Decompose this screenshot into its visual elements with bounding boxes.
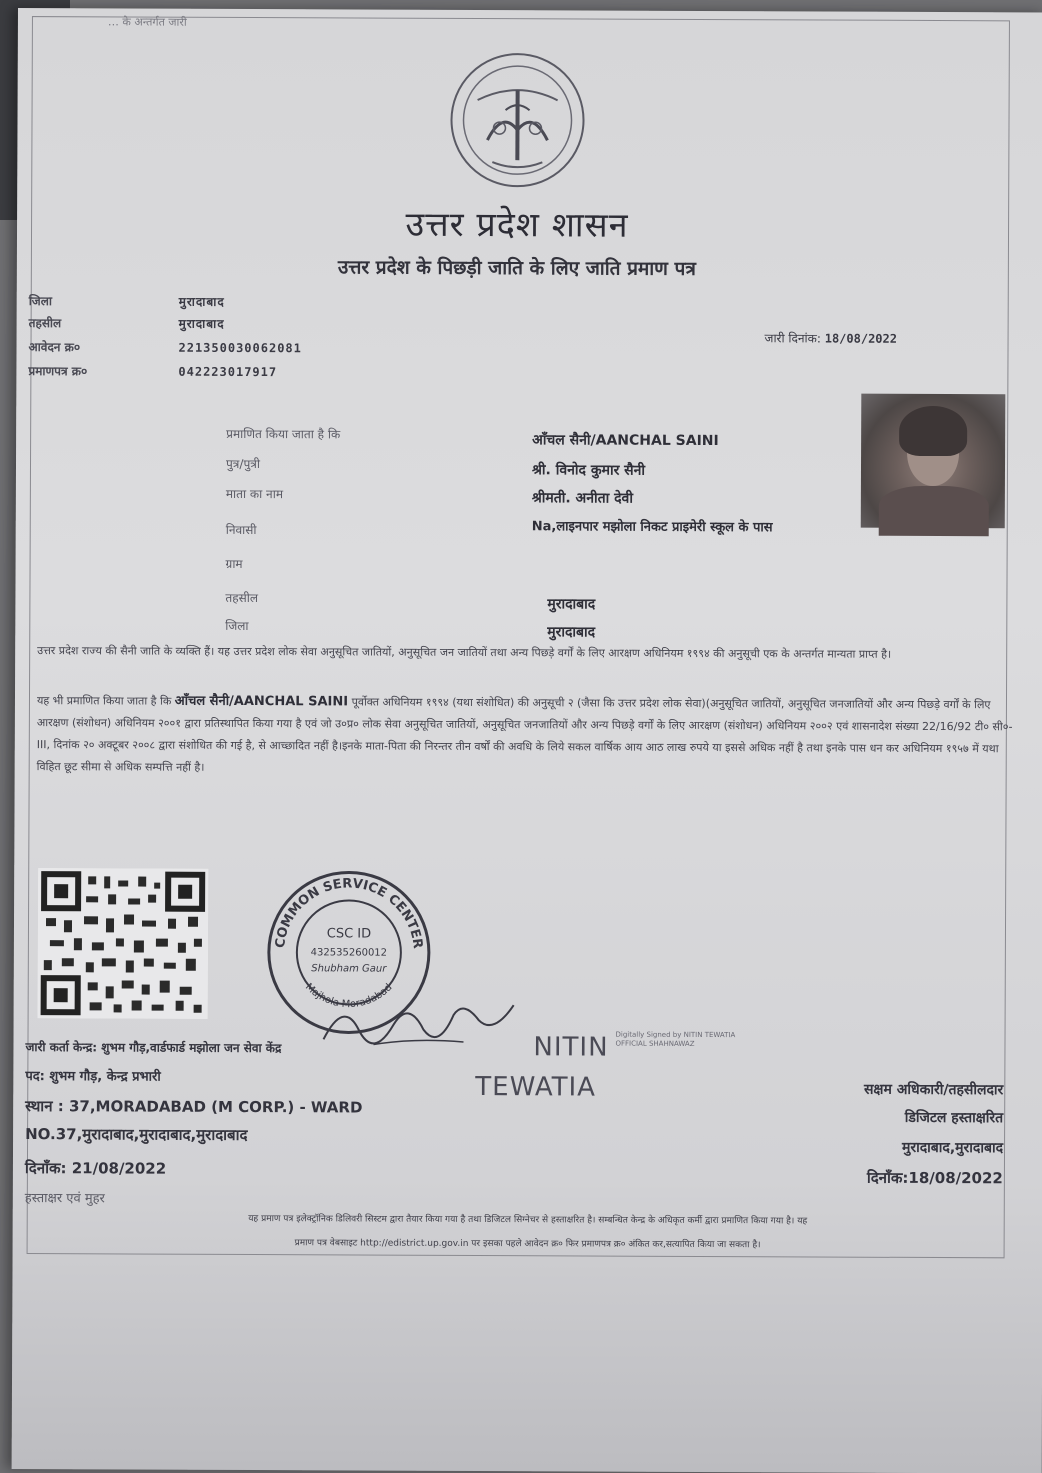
paragraph-caste: उत्तर प्रदेश राज्य की सैनी जाति के व्यक्ति हैं। यह उत्तर प्रदेश लोक सेवा अनुसूचित जातियों, अनुसूचित जन जातियों तथा अन्य पिछड़े वर्गों के लिए आरक्षण अधिनियम १९९४ की अनुसूची एक के अन्तर्गत मान्यता प्राप्त है। bbox=[37, 644, 892, 661]
label-district: जिला bbox=[225, 618, 249, 634]
document-subtitle: उत्तर प्रदेश के पिछड़ी जाति के लिए जाति प्रमाण पत्र bbox=[337, 256, 696, 280]
label-resident: निवासी bbox=[225, 522, 257, 538]
issuer-sthan-1: स्थान : 37,MORADABAD (M CORP.) - WARD bbox=[25, 1097, 363, 1117]
authority-title: सक्षम अधिकारी/तहसीलदार bbox=[863, 1081, 1004, 1099]
issuer-kendra: जारी कर्ता केन्द्र: शुभम गौड़,वार्डफार्ड मझोला जन सेवा केंद्र bbox=[25, 1040, 282, 1056]
top-note: … के अन्तर्गत जारी bbox=[107, 15, 187, 29]
digital-sign-name-2: TEWATIA bbox=[475, 1072, 597, 1103]
stamp-line1: CSC ID bbox=[326, 926, 372, 942]
label-village: ग्राम bbox=[225, 556, 243, 571]
up-emblem-icon bbox=[447, 50, 588, 191]
issue-date: जारी दिनांक: 18/08/2022 bbox=[764, 331, 898, 346]
meta-row-district: जिला मुरादाबाद bbox=[28, 294, 225, 309]
stamp-bottom-text: Majhola Moradabad bbox=[302, 981, 395, 1011]
value-father: श्री. विनोद कुमार सैनी bbox=[531, 462, 646, 479]
stamp-line2: 432535260012 bbox=[310, 947, 388, 959]
applicant-photo bbox=[861, 394, 1006, 529]
issuer-sthan-2: NO.37,मुरादाबाद,मुरादाबाद,मुरादाबाद bbox=[25, 1125, 248, 1145]
stamp-ring-text: COMMON SERVICE CENTER bbox=[272, 876, 425, 950]
digital-sign-name-1: NITIN bbox=[533, 1032, 609, 1063]
label-tehsil: तहसील bbox=[225, 590, 259, 606]
value-tehsil: मुरादाबाद bbox=[547, 596, 596, 613]
value-name: आँचल सैनी/AANCHAL SAINI bbox=[532, 432, 719, 450]
issuer-pad: पद: शुभम गौड़, केन्द्र प्रभारी bbox=[25, 1069, 161, 1085]
value-mother: श्रीमती. अनीता देवी bbox=[531, 490, 634, 507]
authority-place: मुरादाबाद,मुरादाबाद bbox=[901, 1139, 1004, 1157]
meta-row-application-no: आवेदन क्र० 221350030062081 bbox=[28, 340, 302, 356]
authority-digital: डिजिटल हस्ताक्षरित bbox=[904, 1109, 1004, 1127]
label-child-of: पुत्र/पुत्री bbox=[225, 456, 261, 472]
digital-sign-note: Digitally Signed by NITIN TEWATIA OFFICIAL SHAHNAWAZ bbox=[615, 1030, 736, 1048]
value-address: Na,लाइनपार मझोला निकट प्राइमेरी स्कूल के पास bbox=[531, 519, 773, 536]
footer-line-1: यह प्रमाण पत्र इलेक्ट्रॉनिक डिलिवरी सिस्टम द्वारा तैयार किया गया है तथा डिजिटल सिग्नेचर से हस्ताक्षरित है। सम्बन्धित केन्द्र के अधिकृत कर्मी द्वारा प्रमाणित किया गया है। यह bbox=[248, 1214, 808, 1227]
meta-row-certificate-no: प्रमाणपत्र क्र० 042223017917 bbox=[28, 364, 278, 380]
label-mother: माता का नाम bbox=[225, 486, 284, 502]
value-district: मुरादाबाद bbox=[547, 624, 596, 641]
qr-code-icon bbox=[38, 868, 209, 1019]
paragraph-certification: यह भी प्रमाणित किया जाता है कि आँचल सैनी/AANCHAL SAINI पूर्वोक्त अधिनियम १९९४ (यथा संशोधित) की अनुसूची २ (जैसा कि उत्तर प्रदेश लोक सेवा)(अनुसूचित जातियों, अनुसूचित जनजातियों और अन्य पिछड़े वर्गों के लिए आरक्षण (संशोधन) अधिनियम २००१ द्वारा प्रतिस्थापित किया गया है एवं जो उ०प्र० लोक सेवा अनुसूचित जातियों, अनुसूचित जनजातियों और अन्य पिछड़े वर्गों के लिए आरक्षण (संशोधन) अधिनियम २००२ एवं शासनादेश संख्या 22/16/92 टी० सी०-III, दिनांक २० अक्टूबर २००८ द्वारा संशोधित की गई है, से आच्छादित नहीं है।इनके माता-पिता की निरन्तर तीन वर्षों की अवधि के लिये सकल वार्षिक आय आठ लाख रुपये या इससे अधिक नहीं है तथा इनके पास धन कर अधिनियम १९५७ में यथा विहित छूट सीमा से अधिक सम्पत्ति नहीं है। bbox=[36, 693, 1013, 774]
certificate-page bbox=[12, 8, 1042, 1473]
stamp-line3: Shubham Gaur bbox=[311, 963, 387, 975]
document-title: उत्तर प्रदेश शासन bbox=[405, 204, 629, 246]
meta-row-tehsil: तहसील मुरादाबाद bbox=[28, 316, 225, 331]
issuer-date: दिनाँक: 21/08/2022 bbox=[24, 1159, 167, 1178]
label-certified: प्रमाणित किया जाता है कि bbox=[226, 426, 341, 442]
issuer-sign-label: हस्ताक्षर एवं मुहर bbox=[24, 1191, 105, 1207]
footer-line-2: प्रमाण पत्र वेबसाइट http://edistrict.up.gov.in पर इसका पहले आवेदन क्र० फिर प्रमाणपत्र क्र० अंकित कर,सत्यापित किया जा सकता है। bbox=[294, 1238, 761, 1251]
authority-date: दिनाँक:18/08/2022 bbox=[866, 1168, 1003, 1188]
